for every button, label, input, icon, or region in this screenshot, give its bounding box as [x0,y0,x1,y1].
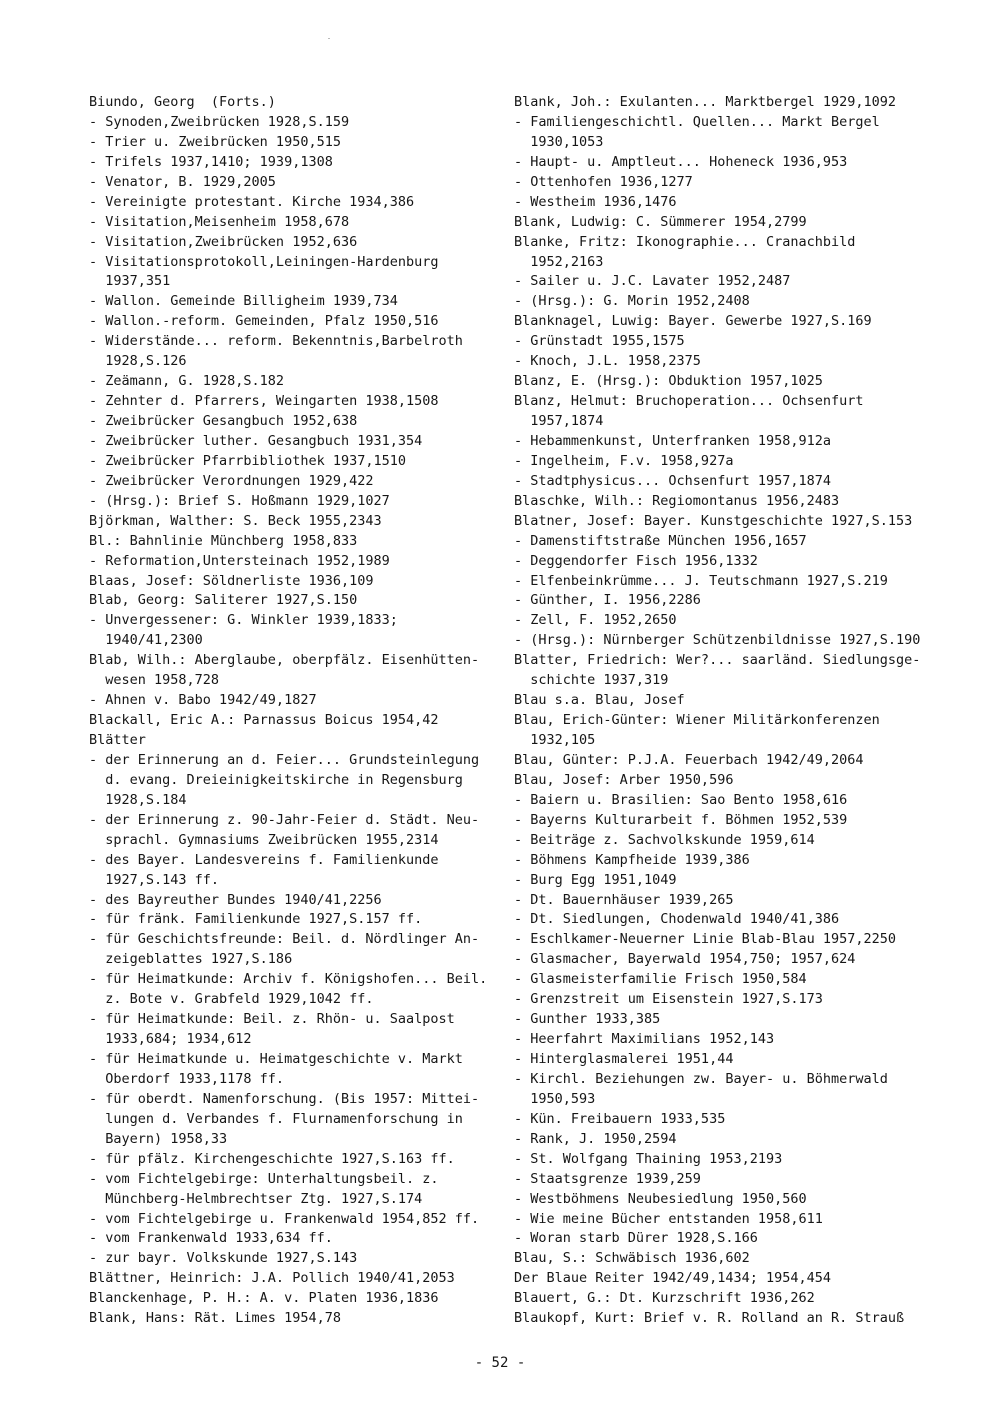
index-entry-line: - Ahnen v. Babo 1942/49,1827 [89,692,317,709]
index-entry-line: Blau, Josef: Arber 1950,596 [514,771,734,788]
index-entry-line: - Trifels 1937,1410; 1939,1308 [89,153,333,170]
index-entry-line: - Synoden,Zweibrücken 1928,S.159 [89,113,350,130]
index-entry-line: Blatter, Friedrich: Wer?... saarländ. Siedlungsge- [514,652,921,669]
left-column [89,93,489,1329]
index-entry-line: Münchberg-Helmbrechtser Ztg. 1927,S.174 [89,1190,423,1207]
index-entry-line: - Knoch, J.L. 1958,2375 [514,353,701,370]
index-entry-line: - Heerfahrt Maximilians 1952,143 [514,1031,775,1048]
index-entry-line: - Unvergessener: G. Winkler 1939,1833; [89,612,398,629]
index-entry-line: - Visitation,Meisenheim 1958,678 [89,213,350,230]
index-entry-line: - Glasmeisterfamilie Frisch 1950,584 [514,971,807,988]
index-entry-line: - Sailer u. J.C. Lavater 1952,2487 [514,273,791,290]
index-entry-line: - der Erinnerung z. 90-Jahr-Feier d. Städt. Neu- [89,811,480,828]
index-entry-line: - Baiern u. Brasilien: Sao Bento 1958,616 [514,791,848,808]
index-entry-line: Bayern) 1958,33 [89,1130,228,1147]
index-entry-line: - Westböhmens Neubesiedlung 1950,560 [514,1190,807,1207]
index-entry-line: - Grenzstreit um Eisenstein 1927,S.173 [514,991,823,1008]
index-entry-line: 1927,S.143 ff. [89,871,220,888]
index-entry-line: Blanke, Fritz: Ikonographie... Cranachbild [514,233,856,250]
index-entry-line: Blab, Georg: Saliterer 1927,S.150 [89,592,358,609]
index-entry-line: 1930,1053 [514,133,604,150]
index-entry-line: - Vereinigte protestant. Kirche 1934,386 [89,193,415,210]
index-entry-line: - Zeämann, G. 1928,S.182 [89,373,285,390]
index-entry-line: - für oberdt. Namenforschung. (Bis 1957: Mittei- [89,1090,480,1107]
index-entry-line: 1933,684; 1934,612 [89,1031,252,1048]
index-entry-line: 1928,S.184 [89,791,187,808]
index-entry-line: - Böhmens Kampfheide 1939,386 [514,851,750,868]
index-entry-line: Blaukopf, Kurt: Brief v. R. Rolland an R. Strauß [514,1310,905,1327]
index-entry-line: - für Heimatkunde: Beil. z. Rhön- u. Saalpost [89,1011,455,1028]
index-entry-line: - Woran starb Dürer 1928,S.166 [514,1230,758,1247]
index-entry-line: Blatner, Josef: Bayer. Kunstgeschichte 1927,S.153 [514,512,913,529]
index-entry-line: Blauert, G.: Dt. Kurzschrift 1936,262 [514,1290,815,1307]
index-entry-line: 1937,351 [89,273,171,290]
index-entry-line: Blanknagel, Luwig: Bayer. Gewerbe 1927,S.169 [514,313,872,330]
index-entry-line: - Visitation,Zweibrücken 1952,636 [89,233,358,250]
index-entry-line: lungen d. Verbandes f. Flurnamenforschung in [89,1110,463,1127]
index-entry-line: - Günther, I. 1956,2286 [514,592,701,609]
index-entry-line: - Dt. Siedlungen, Chodenwald 1940/41,386 [514,911,840,928]
index-entry-line: - Hinterglasmalerei 1951,44 [514,1051,734,1067]
index-entry-line: - Beiträge z. Sachvolkskunde 1959,614 [514,831,815,848]
index-entry-line: - (Hrsg.): G. Morin 1952,2408 [514,293,750,310]
index-entry-line: 1940/41,2300 [89,632,203,649]
index-entry-line: Blaas, Josef: Söldnerliste 1936,109 [89,572,374,589]
index-entry-line: Bl.: Bahnlinie Münchberg 1958,833 [89,532,358,549]
index-entry-line: 1952,2163 [514,253,604,270]
index-entry-line: - Wie meine Bücher entstanden 1958,611 [514,1210,823,1227]
index-entry-line: d. evang. Dreieinigkeitskirche in Regensburg [89,771,463,788]
index-entry-line: - Kirchl. Beziehungen zw. Bayer- u. Böhmerwald [514,1070,888,1087]
index-entry-line: Biundo, Georg (Forts.) [89,94,276,110]
index-entry-line: - Wallon.-reform. Gemeinden, Pfalz 1950,516 [89,313,439,330]
index-entry-line: Björkman, Walther: S. Beck 1955,2343 [89,512,382,529]
index-entry-line: Blätter [89,732,146,748]
index-entry-line: - Deggendorfer Fisch 1956,1332 [514,552,758,569]
index-entry-line: - Reformation,Untersteinach 1952,1989 [89,552,390,569]
index-entry-line: - Kün. Freibauern 1933,535 [514,1110,726,1127]
index-entry-line: - Zehnter d. Pfarrers, Weingarten 1938,1508 [89,393,439,410]
index-entry-line: - für pfälz. Kirchengeschichte 1927,S.163 ff. [89,1150,455,1167]
index-entry-line: Blau, Erich-Günter: Wiener Militärkonferenzen [514,712,880,729]
index-entry-line: Blau s.a. Blau, Josef [514,692,685,709]
index-entry-line: - für Geschichtsfreunde: Beil. d. Nördlinger An- [89,931,480,948]
index-entry-line: - des Bayreuther Bundes 1940/41,2256 [89,891,382,908]
index-entry-line: 1928,S.126 [89,353,187,370]
index-entry-line: - (Hrsg.): Nürnberger Schützenbildnisse 1927,S.190 [514,632,921,649]
index-entry-line: Blank, Joh.: Exulanten... Marktbergel 1929,1092 [514,94,897,110]
index-entry-line: - Zweibrücker Verordnungen 1929,422 [89,472,374,489]
right-column [514,93,921,1329]
index-entry-line: - Damenstiftstraße München 1956,1657 [514,532,807,549]
index-entry-line: Blanckenhage, P. H.: A. v. Platen 1936,1836 [89,1290,439,1307]
index-entry-line: - Grünstadt 1955,1575 [514,333,685,350]
index-entry-line: - Dt. Bauernhäuser 1939,265 [514,891,734,908]
index-entry-line: - Ingelheim, F.v. 1958,927a [514,452,734,469]
index-entry-line: sprachl. Gymnasiums Zweibrücken 1955,2314 [89,831,439,848]
index-entry-line: - Rank, J. 1950,2594 [514,1130,677,1147]
index-entry-line: Blab, Wilh.: Aberglaube, oberpfälz. Eisenhütten- [89,652,480,669]
index-entry-line: - Venator, B. 1929,2005 [89,173,276,190]
index-entry-line: schichte 1937,319 [514,672,669,689]
index-entry-line: - Glasmacher, Bayerwald 1954,750; 1957,624 [514,951,856,968]
index-entry-line: - Ottenhofen 1936,1277 [514,173,693,190]
index-entry-line: - Zell, F. 1952,2650 [514,612,677,629]
index-entry-line: - Visitationsprotokoll,Leiningen-Hardenburg [89,253,439,270]
index-entry-line: - Gunther 1933,385 [514,1011,661,1028]
index-entry-line: - der Erinnerung an d. Feier... Grundsteinlegung [89,751,480,768]
page-number: - 52 - [474,1355,526,1371]
index-entry-line: - St. Wolfgang Thaining 1953,2193 [514,1150,783,1167]
index-entry-line: - Burg Egg 1951,1049 [514,871,677,888]
index-entry-line: Oberdorf 1933,1178 ff. [89,1070,285,1087]
index-entry-line: 1950,593 [514,1090,596,1107]
index-entry-line: - Hebammenkunst, Unterfranken 1958,912a [514,432,831,449]
index-entry-line: Blau, Günter: P.J.A. Feuerbach 1942/49,2064 [514,751,864,768]
index-entry-line: - Wallon. Gemeinde Billigheim 1939,734 [89,293,398,310]
index-entry-line: Blanz, Helmut: Bruchoperation... Ochsenfurt [514,393,864,410]
index-entry-line: - für Heimatkunde u. Heimatgeschichte v. Markt [89,1051,463,1067]
scan-speck [328,38,330,39]
index-entry-line: - Stadtphysicus... Ochsenfurt 1957,1874 [514,472,831,489]
index-entry-line: wesen 1958,728 [89,672,220,689]
index-entry-line: - Haupt- u. Amptleut... Hoheneck 1936,953 [514,153,848,170]
index-entry-line: - Eschlkamer-Neuerner Linie Blab-Blau 1957,2250 [514,931,897,948]
index-entry-line: - Bayerns Kulturarbeit f. Böhmen 1952,539 [514,811,848,828]
index-entry-line: Blaschke, Wilh.: Regiomontanus 1956,2483 [514,492,840,509]
index-entry-line: Blättner, Heinrich: J.A. Pollich 1940/41,2053 [89,1270,455,1287]
index-entry-line: - vom Fichtelgebirge u. Frankenwald 1954,852 ff. [89,1210,480,1227]
index-entry-line: - Trier u. Zweibrücken 1950,515 [89,133,341,150]
index-entry-line: Der Blaue Reiter 1942/49,1434; 1954,454 [514,1270,831,1287]
index-entry-line: - Familiengeschichtl. Quellen... Markt Bergel [514,113,880,130]
index-entry-line: - Westheim 1936,1476 [514,193,677,210]
index-entry-line: Blank, Ludwig: C. Sümmerer 1954,2799 [514,213,807,230]
index-entry-line: - vom Fichtelgebirge: Unterhaltungsbeil. z. [89,1170,439,1187]
index-entry-line: Blank, Hans: Rät. Limes 1954,78 [89,1310,341,1327]
index-entry-line: 1957,1874 [514,413,604,429]
index-entry-line: Blackall, Eric A.: Parnassus Boicus 1954,42 [89,712,439,729]
index-entry-line: - zur bayr. Volkskunde 1927,S.143 [89,1250,358,1267]
index-entry-line: - des Bayer. Landesvereins f. Familienkunde [89,851,439,868]
index-entry-line: - Elfenbeinkrümme... J. Teutschmann 1927,S.219 [514,572,888,589]
index-entry-line: - vom Frankenwald 1933,634 ff. [89,1230,333,1247]
index-entry-line: - Widerstände... reform. Bekenntnis,Barbelroth [89,333,463,350]
index-entry-line: 1932,105 [514,732,596,748]
index-entry-line: - Zweibrücker Pfarrbibliothek 1937,1510 [89,452,406,469]
index-entry-line: - (Hrsg.): Brief S. Hoßmann 1929,1027 [89,492,390,509]
index-entry-line: - Staatsgrenze 1939,259 [514,1170,701,1187]
index-entry-line: zeigeblattes 1927,S.186 [89,951,293,968]
index-entry-line: z. Bote v. Grabfeld 1929,1042 ff. [89,991,374,1008]
index-entry-line: - für fränk. Familienkunde 1927,S.157 ff. [89,911,423,928]
index-entry-line: - Zweibrücker luther. Gesangbuch 1931,354 [89,432,423,449]
index-entry-line: Blanz, E. (Hrsg.): Obduktion 1957,1025 [514,373,823,390]
index-entry-line: - für Heimatkunde: Archiv f. Königshofen... Beil. [89,971,488,988]
index-entry-line: - Zweibrücker Gesangbuch 1952,638 [89,413,358,429]
index-entry-line: Blau, S.: Schwäbisch 1936,602 [514,1250,750,1267]
